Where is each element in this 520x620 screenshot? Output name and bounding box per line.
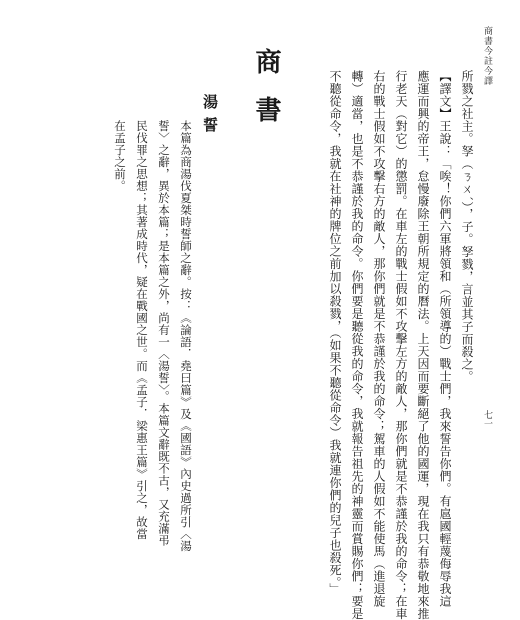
translation-column: 【譯文】王說：「唉！你們六軍將領和（所領導的）戰士們，我來誓告你們。有扈國輕蔑侮辱我這: [438, 70, 452, 608]
page-number: 七一: [482, 410, 492, 428]
book-title: 商書: [251, 48, 281, 144]
translation-column: 行老天（對它）的懲罰。在車左的戰士假如不攻擊左方的敵人，那你們就是不恭謹於我的命令；在車: [394, 70, 408, 620]
translation-column: 轉）適當，也是不恭謹於我的命令。你們要是聽從我的命令，我就報告祖先的神靈而賞賜你們；要是: [350, 70, 364, 620]
intro-column: 誓〉之辭，異於本篇；是本篇之外，尚有一〈湯誓〉。本篇文辭既不古，又充滿弔: [157, 120, 171, 547]
translation-column: 所戮之社主。孥（ㄋㄨˊ），子。孥戮，言並其子而殺之。: [460, 70, 474, 383]
translation-column: 右的戰士假如不攻擊右方的敵人，那你們就是不恭謹於我的命令；駕車的人假如不能使馬（進退旋: [372, 70, 386, 608]
section-title: 湯誓: [201, 94, 219, 140]
translation-column: 應運而興的帝王，怠慢廢除王朝所規定的曆法。上天因而要斷絕了他的國運，現在我只有恭敬地來推: [416, 70, 430, 620]
running-head: 商書今註今譯: [482, 26, 492, 86]
translation-column: 不聽從命令，我就在社神的牌位之前加以殺戮，（如果不聽從命令）我就連你們的兒子也殺死。」: [328, 70, 342, 596]
intro-column: 本篇為商湯伐夏桀時誓師之辭。按：《論語．堯曰篇》及《國語》內史過所引〈湯: [179, 120, 193, 552]
intro-column: 民伐罪之思想；其著成時代，疑在戰國之世。而《孟子．梁惠王篇》引之，故當: [135, 120, 149, 540]
intro-column: 在孟子之前。: [113, 120, 127, 192]
